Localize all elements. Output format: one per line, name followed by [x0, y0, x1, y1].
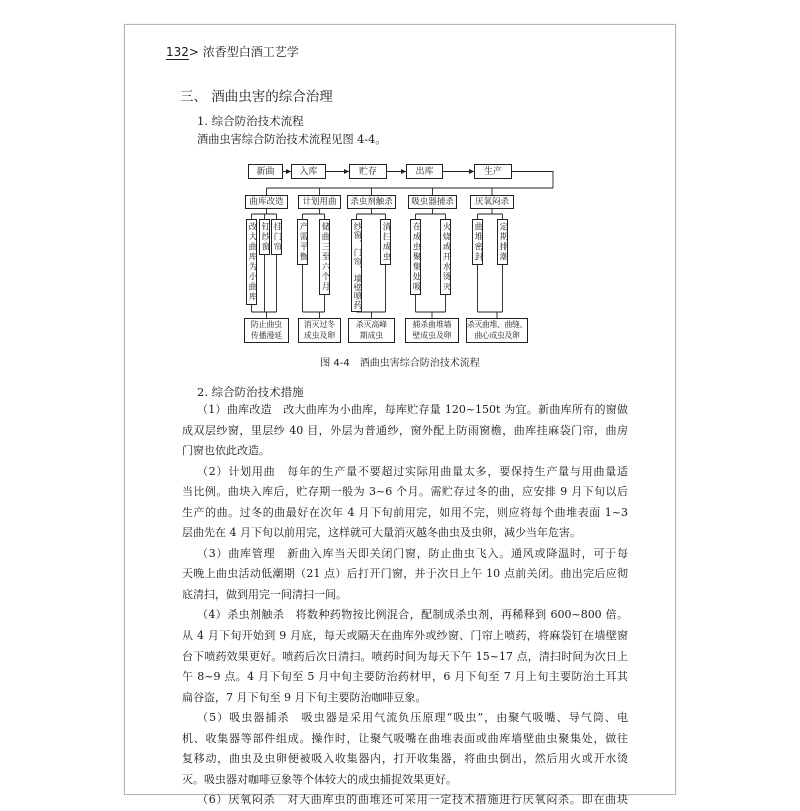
- measure-box-warehouse-renovation: 曲库改造: [245, 195, 288, 209]
- goal-line: 杀灭高峰: [355, 320, 388, 329]
- running-head: [166, 44, 299, 60]
- paragraph-line: （6）厌氧闷杀 对大曲库虫的曲堆还可采用一定技术措施进行厌氧闷杀。即在曲块: [197, 793, 628, 807]
- measure-box-anaerobic: 厌氧闷杀: [470, 195, 514, 209]
- book-title: 浓香型白酒工艺学: [202, 45, 299, 59]
- process-step-storage: 贮存: [349, 164, 387, 179]
- goal-box: [466, 318, 528, 343]
- action-box: 挂门帘: [271, 219, 282, 255]
- paragraph-line: （4）杀虫剂触杀 将数种药物按比例混合，配制成杀虫剂，再稀释到 600~800 倍。: [197, 608, 628, 622]
- paragraph-line: （1）曲库改造 改大曲库为小曲库，每库贮存量 120~150t 为宜。新曲库所有的窗做: [197, 403, 628, 416]
- action-box: 储曲三至六个月: [319, 219, 330, 295]
- measure-box-planned-use: 计划用曲: [298, 195, 341, 209]
- paragraph-line: 层曲先在 4 月下旬以前用完，这样就可大量消灭越冬曲虫及虫卵，减少当年危害。: [182, 526, 581, 540]
- paragraph-line: 复移动，曲虫及虫卵便被吸入收集器内，打开收集器，将曲虫倒出，然后用火或开水烫: [182, 752, 628, 766]
- action-box: 火烧或开水烫灭: [440, 219, 451, 295]
- measure-paragraph: [182, 605, 628, 708]
- measures-heading: 2. 综合防治技术措施: [197, 385, 304, 399]
- goal-line: 消灭过冬: [303, 320, 336, 329]
- paragraph-line: 成双层纱窗，里层纱 40 目，外层为普通纱，窗外配上防雨窗檐，曲库挂麻袋门帘，曲房: [182, 423, 628, 437]
- goal-line: 捕杀曲堆墙: [412, 320, 452, 329]
- goal-box: [348, 318, 395, 343]
- action-box: 在成虫聚集处吸: [410, 219, 421, 295]
- paragraph-line: 台下喷药效果更好。喷药后次日清扫。喷药时间为每天下午 15~17 点，清扫时间为次日上: [182, 649, 628, 663]
- measure-paragraph: [182, 462, 628, 544]
- paragraph-line: 从 4 月下旬开始到 9 月底，每天或隔天在曲库外或纱窗、门帘上喷药，将麻袋钉在墙壁窗: [182, 629, 628, 643]
- goal-line: 杀灭曲堆、曲缝、: [467, 320, 527, 329]
- action-box: 曲堆密封: [472, 219, 483, 265]
- process-step-outbound: 出库: [406, 164, 443, 179]
- page-number: 132: [166, 45, 189, 59]
- goal-box: [405, 318, 459, 343]
- paragraph-line: 午 8~9 点。4 月下旬至 5 月中旬主要防治药材甲，6 月下旬至 7 月上旬主要防治土耳其: [182, 670, 628, 684]
- paragraph-line: 天晚上曲虫活动低潮期（21 点）后打开门窗，并于次日上午 10 点前关闭。曲出完后应彻: [182, 567, 628, 581]
- action-box: 定期排潮: [497, 219, 508, 265]
- goal-box: [298, 318, 341, 343]
- measure-paragraph: [182, 790, 628, 811]
- paragraph-line: 门窗也依此改造。: [182, 444, 270, 458]
- paragraph-line: 扁谷盗，7 月下旬至 9 月下旬主要防治咖啡豆象。: [182, 690, 427, 704]
- figure-caption: 图 4-4 酒曲虫害综合防治技术流程: [320, 358, 480, 369]
- paragraph-line: 底清扫，做到用完一间清扫一间。: [182, 587, 347, 601]
- paragraph-line: （3）曲库管理 新曲入库当天即关闭门窗，防止曲虫飞入。通风或降温时，可于每: [197, 546, 628, 560]
- goal-line: 期成虫: [359, 330, 384, 340]
- paragraph-line: 机、收集器等部件组成。操作时，让聚气吸嘴在曲堆表面或曲库墙壁曲虫聚集处，做往: [182, 731, 628, 745]
- goal-line: 壁成虫及卵: [412, 330, 452, 340]
- measure-box-insecticide: 杀虫剂触杀: [347, 195, 396, 209]
- paragraph-line: 生产的曲。过冬的曲最好在次年 4 月下旬前用完，如用不完，则应将每个曲堆表面 1~3: [182, 505, 628, 519]
- paragraph-line: 当比例。曲块入库后，贮存期一般为 3~6 个月。需贮存过冬的曲，应安排 9 月下旬以后: [182, 485, 628, 499]
- paragraph-line: 灭。吸虫器对咖啡豆象等个体较大的成虫捕捉效果更好。: [182, 772, 457, 786]
- action-box: 纱窗、门帘、墙壁喷药: [351, 219, 362, 312]
- goal-line: 曲心成虫及卵: [474, 330, 520, 340]
- flow-heading: 1. 综合防治技术流程: [197, 114, 304, 128]
- action-box: 改大曲库为小曲库: [246, 219, 257, 305]
- measures-body: [182, 400, 628, 811]
- measure-box-suction-trap: 吸虫器捕杀: [408, 195, 457, 209]
- action-box: 清扫成虫: [380, 219, 391, 265]
- process-step-production: 生产: [474, 164, 512, 179]
- process-step-inbound: 入库: [291, 164, 326, 179]
- measure-paragraph: [182, 400, 628, 462]
- paragraph-line: （2）计划用曲 每年的生产量不要超过实际用曲量太多，要保持生产量与用曲量适: [197, 464, 628, 478]
- paragraph-line: （5）吸虫器捕杀 吸虫器是采用气流负压原理“吸虫”，由聚气吸嘴、导气筒、电: [197, 711, 628, 725]
- measure-paragraph: [182, 544, 628, 606]
- flow-intro: 酒曲虫害综合防治技术流程见图 4-4。: [197, 133, 387, 146]
- measure-paragraph: [182, 708, 628, 790]
- section-title: 三、 酒曲虫害的综合治理: [180, 89, 333, 105]
- action-box: 钉纱窗: [259, 219, 270, 255]
- connector-production-bus: [512, 172, 553, 189]
- running-head-separator: >: [188, 45, 199, 59]
- goal-box: [244, 318, 289, 343]
- action-box: 产需平衡: [297, 219, 308, 265]
- goal-line: 成虫及卵: [303, 330, 336, 340]
- goal-line: 防止曲虫: [250, 320, 283, 329]
- process-step-new-qu: 新曲: [248, 164, 283, 179]
- goal-line: 传播漫延: [250, 330, 283, 340]
